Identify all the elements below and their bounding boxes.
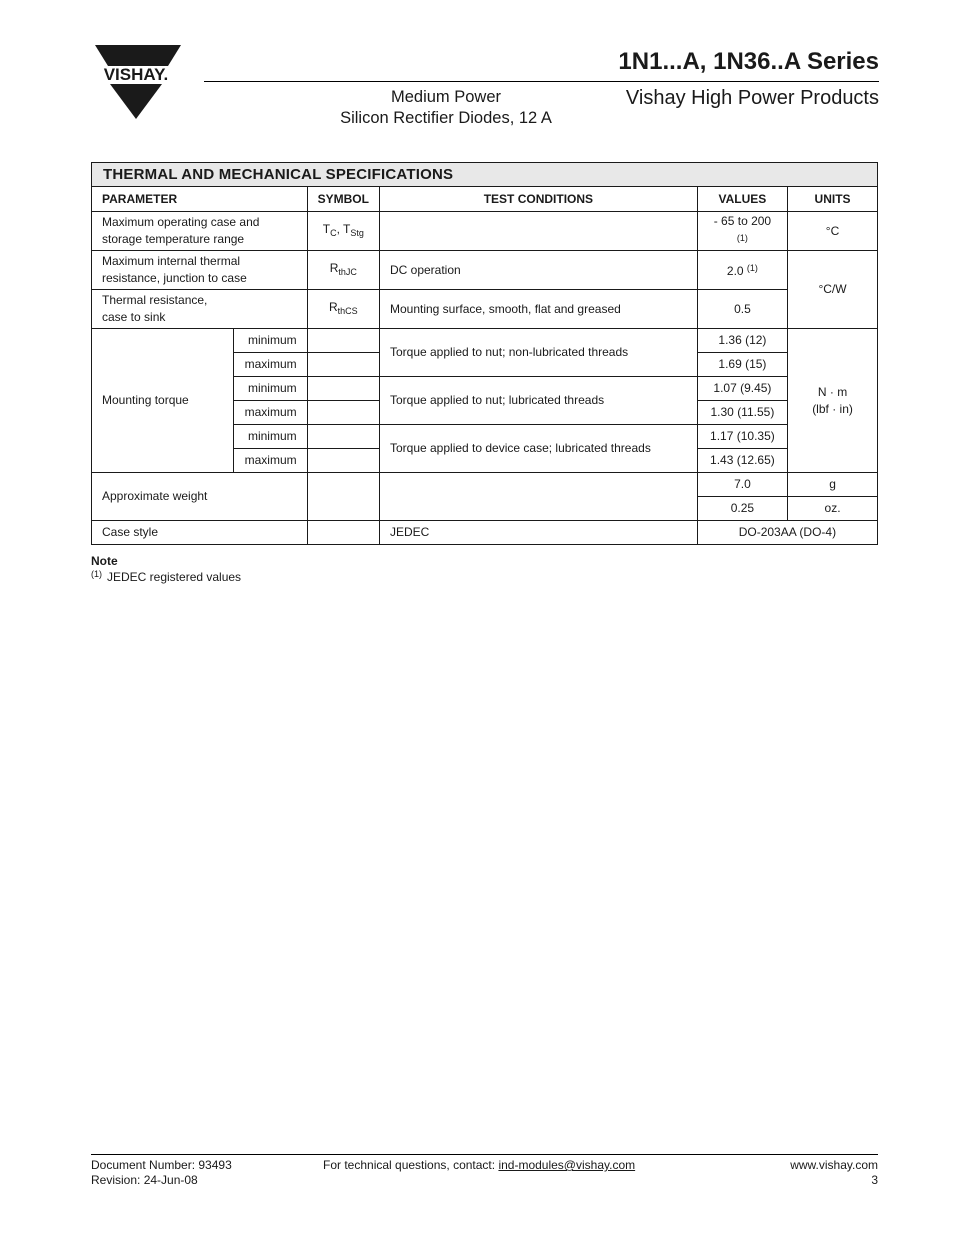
note-text: JEDEC registered values [107, 570, 242, 584]
condition-mounting-surface: Mounting surface, smooth, flat and greased [379, 290, 697, 329]
symbol-empty [307, 473, 379, 521]
param-text: storage temperature range [102, 232, 245, 246]
symbol-empty [307, 449, 379, 473]
product-subtitle [300, 87, 592, 129]
param-rthcs [92, 290, 308, 329]
value-text: 2.0 [726, 264, 744, 278]
symbol-empty [307, 401, 379, 425]
header-parameter: PARAMETER [92, 187, 308, 212]
value-torque-2-max: 1.30 (11.55) [697, 401, 787, 425]
condition-empty [379, 473, 697, 521]
param-rthjc [92, 251, 308, 290]
symbol-tc-tstg [307, 212, 379, 251]
subtitle-line-1: Medium Power [390, 88, 502, 106]
unit-text: (lbf · in) [812, 401, 853, 416]
header-values: VALUES [697, 187, 787, 212]
unit-thermal-resistance: °C/W [788, 251, 878, 329]
torque-max-label: maximum [233, 449, 307, 473]
symbol-empty [307, 425, 379, 449]
value-case-style: DO-203AA (DO-4) [697, 521, 877, 545]
table-header-row [92, 187, 878, 212]
value-torque-3-max: 1.43 (12.65) [697, 449, 787, 473]
value-torque-2-min: 1.07 (9.45) [697, 377, 787, 401]
unit-text: N · m [817, 384, 848, 399]
thermal-mechanical-table [91, 162, 878, 545]
footer-site-page [790, 1158, 878, 1188]
symbol-text: R [329, 260, 339, 275]
table-row [92, 521, 878, 545]
symbol-text: T [322, 221, 331, 236]
footer-rule [91, 1154, 878, 1155]
symbol-rthjc [307, 251, 379, 290]
symbol-rthcs [307, 290, 379, 329]
table-row [92, 212, 878, 251]
header-units: UNITS [788, 187, 878, 212]
param-text: Thermal resistance, [102, 293, 208, 307]
table-row [92, 290, 878, 329]
revision: Revision: 24-Jun-08 [91, 1173, 198, 1187]
value-weight-oz: 0.25 [697, 497, 787, 521]
value-weight-g: 7.0 [697, 473, 787, 497]
contact-email-link[interactable]: ind-modules@vishay.com [498, 1158, 636, 1172]
torque-min-label: minimum [233, 425, 307, 449]
condition-torque-nut-lube: Torque applied to nut; lubricated threads [379, 377, 697, 425]
header-rule [204, 81, 879, 82]
param-text: Maximum internal thermal [102, 254, 241, 268]
contact-prefix: For technical questions, contact: [323, 1158, 499, 1172]
footer-contact [323, 1158, 635, 1173]
torque-min-label: minimum [233, 329, 307, 353]
page-number: 3 [871, 1173, 878, 1187]
value-torque-1-min: 1.36 (12) [697, 329, 787, 353]
unit-torque [788, 329, 878, 473]
symbol-text: R [328, 299, 338, 314]
param-op-temp [92, 212, 308, 251]
torque-max-label: maximum [233, 353, 307, 377]
value-text: - 65 to 200 [713, 213, 772, 228]
param-case-style: Case style [92, 521, 308, 545]
symbol-subscript: Stg [350, 227, 364, 238]
table-row [92, 473, 878, 497]
table-title: THERMAL AND MECHANICAL SPECIFICATIONS [92, 163, 878, 187]
symbol-empty [307, 353, 379, 377]
value-op-temp [697, 212, 787, 251]
symbol-subscript: C [330, 227, 337, 238]
condition-jedec: JEDEC [379, 521, 697, 545]
param-weight: Approximate weight [92, 473, 308, 521]
condition-torque-case-lube: Torque applied to device case; lubricated threads [379, 425, 697, 473]
torque-max-label: maximum [233, 401, 307, 425]
value-rthcs: 0.5 [697, 290, 787, 329]
table-row [92, 329, 878, 353]
condition-torque-nut-nonlube: Torque applied to nut; non-lubricated threads [379, 329, 697, 377]
value-rthjc [697, 251, 787, 290]
unit-gram: g [788, 473, 878, 497]
symbol-text: , T [336, 221, 351, 236]
unit-celsius: °C [788, 212, 878, 251]
series-title: 1N1...A, 1N36..A Series [618, 48, 879, 75]
param-text: case to sink [102, 310, 166, 324]
website-link[interactable]: www.vishay.com [790, 1158, 878, 1172]
subtitle-line-2: Silicon Rectifier Diodes, 12 A [340, 109, 552, 127]
symbol-subscript: thCS [337, 305, 358, 316]
footnote-marker: (1) [746, 263, 758, 273]
vishay-logo [90, 44, 182, 120]
torque-min-label: minimum [233, 377, 307, 401]
note-heading: Note [91, 554, 118, 568]
company-name: Vishay High Power Products [625, 87, 879, 109]
note-line [91, 569, 241, 584]
header-symbol: SYMBOL [307, 187, 379, 212]
value-torque-1-max: 1.69 (15) [697, 353, 787, 377]
symbol-subscript: thJC [338, 266, 357, 277]
doc-number: Document Number: 93493 [91, 1158, 232, 1172]
param-text: resistance, junction to case [102, 271, 247, 285]
param-mounting-torque: Mounting torque [92, 329, 234, 473]
symbol-empty [307, 329, 379, 353]
condition-dc: DC operation [379, 251, 697, 290]
footer-doc-info [91, 1158, 232, 1188]
header-conditions: TEST CONDITIONS [379, 187, 697, 212]
symbol-empty [307, 377, 379, 401]
param-text: Maximum operating case and [102, 215, 260, 229]
footnote-marker: (1) [91, 569, 102, 579]
table-row [92, 251, 878, 290]
condition-empty [379, 212, 697, 251]
symbol-empty [307, 521, 379, 545]
logo-text: VISHAY. [103, 65, 169, 84]
footnote-marker: (1) [736, 232, 748, 243]
unit-ounce: oz. [788, 497, 878, 521]
value-torque-3-min: 1.17 (10.35) [697, 425, 787, 449]
